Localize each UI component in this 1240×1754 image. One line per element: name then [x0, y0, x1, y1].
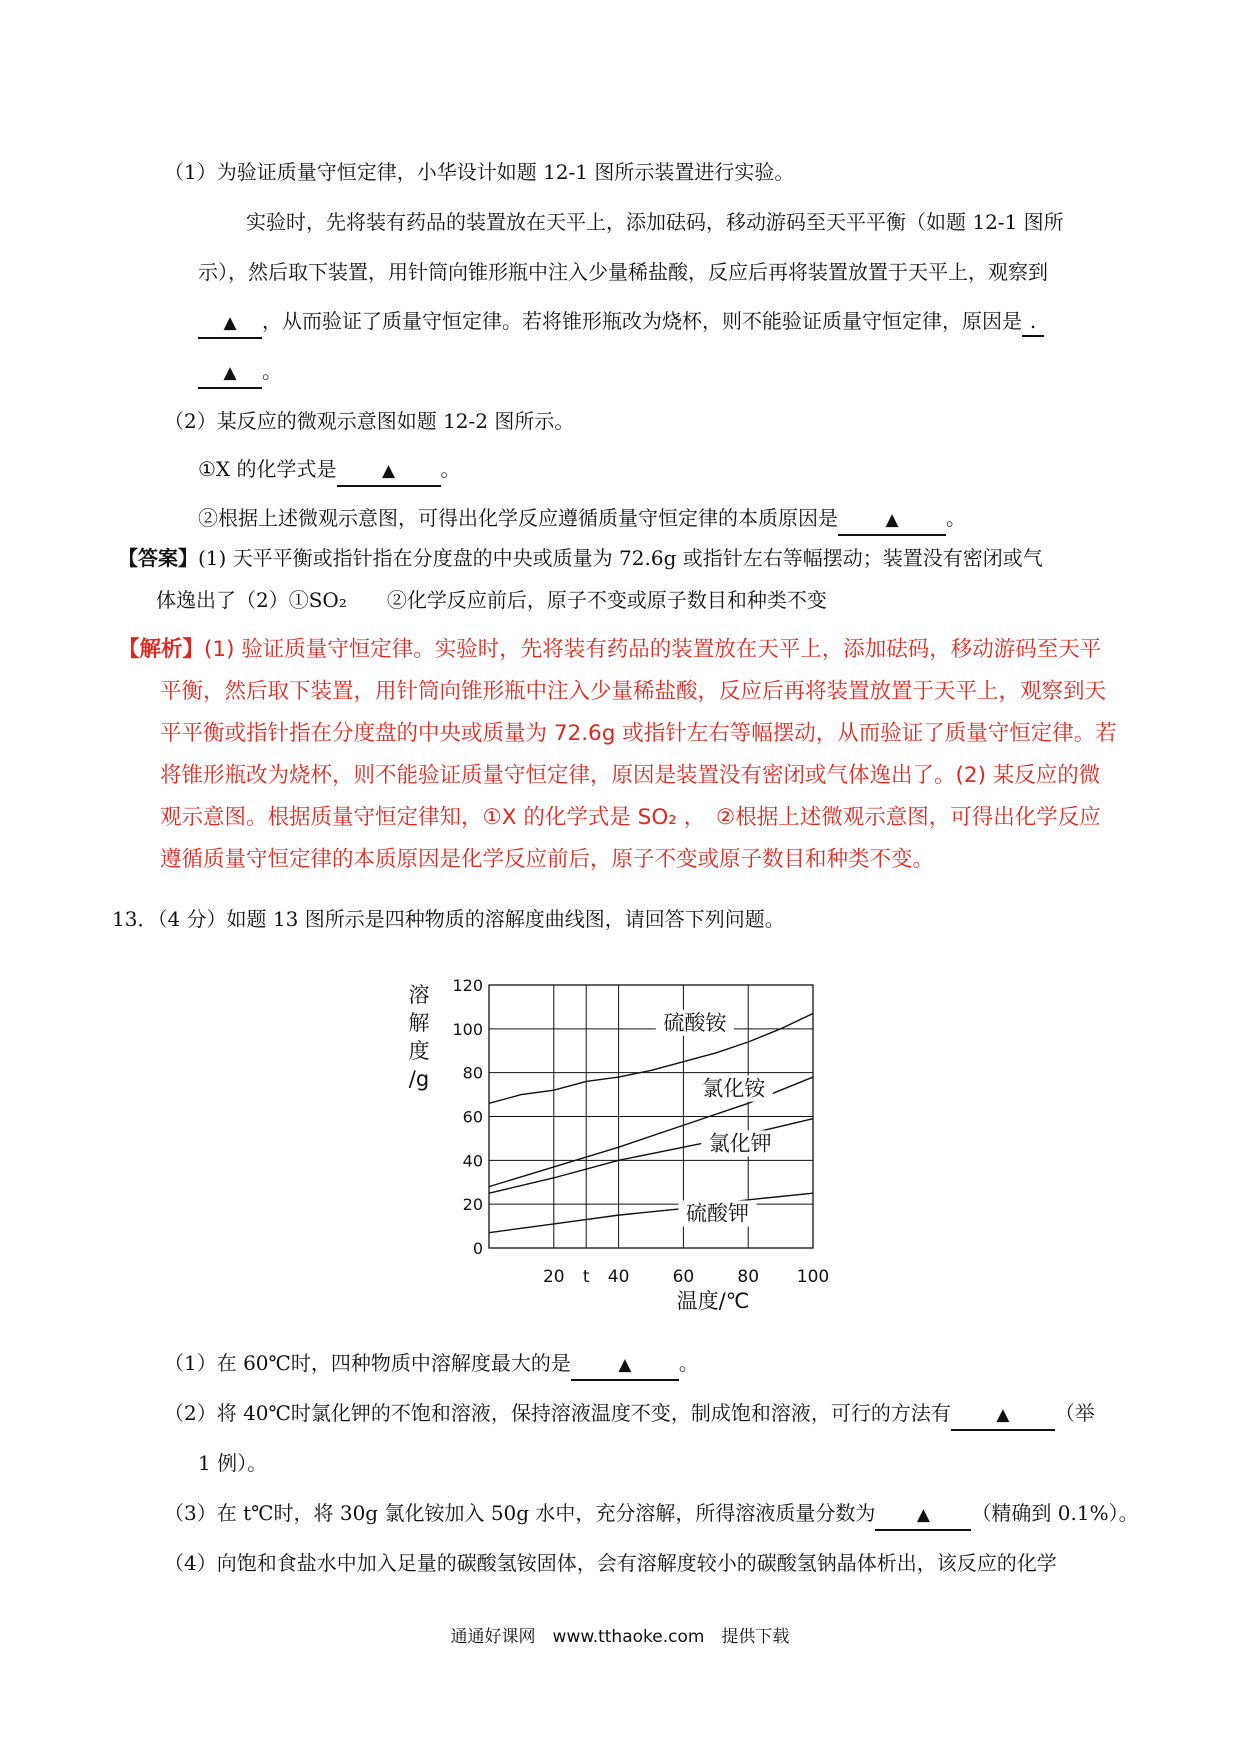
answer-blank[interactable] — [875, 1499, 971, 1531]
series-label: 硫酸钾 — [686, 1201, 750, 1226]
blank-dot: . — [1029, 309, 1037, 333]
q12-part2-q1-text: ①X 的化学式是 — [198, 457, 337, 481]
q13-sub2 — [164, 1399, 1095, 1431]
q13-sub2-cont: 1 例）。 — [198, 1451, 268, 1475]
answer-blank[interactable] — [571, 1349, 679, 1381]
series-line — [489, 1193, 813, 1232]
y-tick-label: 60 — [462, 1107, 483, 1127]
answer-tag: 【答案】 — [118, 546, 198, 570]
analysis-line1 — [118, 636, 1101, 664]
q13-sub3-tail: （精确到 0.1%）。 — [971, 1501, 1139, 1525]
y-tick-label: 100 — [452, 1019, 483, 1039]
end-mark: 。 — [946, 506, 966, 530]
triangle-icon: ▲ — [223, 363, 237, 383]
q13-sub3 — [164, 1499, 1139, 1531]
answer-blank[interactable] — [838, 504, 946, 536]
end-mark: 。 — [262, 359, 282, 383]
y-tick-label: 20 — [462, 1195, 483, 1215]
answer-line1 — [118, 544, 1043, 572]
end-mark: 。 — [440, 457, 461, 481]
q12-part2-q2-text: ②根据上述微观示意图，可得出化学反应遵循质量守恒定律的本质原因是 — [198, 506, 838, 530]
x-tick-label: 40 — [607, 1267, 630, 1287]
answer-text1: (1) 天平平衡或指针指在分度盘的中央或质量为 72.6g 或指针左右等幅摆动；装置没有密闭或气 — [198, 546, 1043, 570]
x-tick-label: t — [582, 1267, 590, 1287]
x-tick-label: 80 — [737, 1267, 760, 1287]
analysis-text1: (1) 验证质量守恒定律。实验时，先将装有药品的装置放在天平上，添加砝码，移动游码至天平 — [204, 637, 1102, 662]
q13-sub1-text: （1）在 60℃时，四种物质中溶解度最大的是 — [164, 1351, 571, 1375]
answer-blank[interactable] — [951, 1399, 1055, 1431]
series-label: 氯化钾 — [708, 1131, 772, 1156]
series-label: 氯化铵 — [702, 1076, 766, 1101]
q12-part2-q2 — [198, 504, 966, 536]
analysis-line6: 遵循质量守恒定律的本质原因是化学反应前后，原子不变或原子数目和种类不变。 — [160, 847, 935, 872]
chart-series — [489, 1010, 813, 1232]
q12-part1-line3-text: ，从而验证了质量守恒定律。若将锥形瓶改为烧杯，则不能验证质量守恒定律，原因是 — [262, 309, 1022, 333]
triangle-icon: ▲ — [885, 510, 899, 530]
solubility-chart — [395, 970, 855, 1310]
page-footer: 通通好课网 www.tthaoke.com 提供下载 — [450, 1627, 790, 1647]
answer-blank[interactable] — [198, 307, 262, 339]
y-axis-label: 度 — [408, 1039, 430, 1063]
answer-blank[interactable] — [1022, 307, 1044, 337]
x-tick-label: 100 — [796, 1267, 830, 1287]
x-axis-label: 温度/℃ — [676, 1289, 750, 1310]
analysis-line5: 观示意图。根据质量守恒定律知，①X 的化学式是 SO₂ ， ②根据上述微观示意图，可得出化学反应 — [160, 805, 1101, 830]
q12-part2-heading: （2）某反应的微观示意图如题 12-2 图所示。 — [164, 409, 575, 433]
q13-sub3-text: （3）在 t℃时，将 30g 氯化铵加入 50g 水中，充分溶解，所得溶液质量分数为 — [164, 1501, 876, 1525]
y-axis-label: 解 — [408, 1011, 430, 1035]
triangle-icon: ▲ — [618, 1355, 632, 1375]
answer-line2: 体逸出了（2）①SO₂ ②化学反应前后，原子不变或原子数目和种类不变 — [156, 588, 827, 612]
y-tick-label: 120 — [452, 976, 483, 995]
q12-part2-q1 — [198, 455, 461, 487]
y-tick-label: 0 — [472, 1239, 483, 1258]
q12-part1-heading: （1）为验证质量守恒定律，小华设计如题 12-1 图所示装置进行实验。 — [164, 160, 795, 184]
answer-blank[interactable] — [337, 455, 441, 487]
q13-sub1 — [164, 1349, 699, 1381]
series-label: 硫酸铵 — [663, 1010, 727, 1035]
q12-part1-line2: 示），然后取下装置，用针筒向锥形瓶中注入少量稀盐酸，反应后再将装置放置于天平上，观察到 — [198, 260, 1048, 284]
q13-sub2-text: （2）将 40℃时氯化钾的不饱和溶液，保持溶液温度不变，制成饱和溶液，可行的方法有 — [164, 1401, 951, 1425]
triangle-icon: ▲ — [381, 461, 396, 481]
triangle-icon: ▲ — [223, 313, 237, 333]
y-axis-label: /g — [408, 1067, 430, 1091]
chart-grid — [489, 985, 813, 1248]
q13-sub4: （4）向饱和食盐水中加入足量的碳酸氢铵固体，会有溶解度较小的碳酸氢钠晶体析出，该反应的化学 — [164, 1551, 1057, 1575]
q13-sub2-tail: （举 — [1054, 1401, 1095, 1425]
q12-part1-line3 — [198, 307, 1044, 339]
triangle-icon: ▲ — [916, 1505, 930, 1525]
answer-blank[interactable] — [198, 357, 262, 389]
analysis-line4: 将锥形瓶改为烧杯，则不能验证质量守恒定律，原因是装置没有密闭或气体逸出了。(2) 某反应的微 — [160, 763, 1101, 788]
analysis-line3: 平平衡或指针指在分度盘的中央或质量为 72.6g 或指针左右等幅摆动，从而验证了质量守恒定律。若 — [160, 721, 1117, 746]
x-tick-label: 60 — [672, 1267, 695, 1287]
analysis-tag: 【解析】 — [118, 637, 205, 662]
y-tick-label: 80 — [462, 1063, 483, 1083]
q12-part1-line4 — [198, 357, 282, 389]
q12-part1-line1: 实验时，先将装有药品的装置放在天平上，添加砝码，移动游码至天平平衡（如题 12-1 图所 — [246, 210, 1064, 234]
y-tick-label: 40 — [462, 1151, 483, 1171]
end-mark: 。 — [678, 1351, 699, 1375]
triangle-icon: ▲ — [996, 1405, 1010, 1425]
y-axis-label: 溶 — [408, 983, 430, 1007]
q13-heading: 13．（4 分）如题 13 图所示是四种物质的溶解度曲线图，请回答下列问题。 — [112, 907, 785, 931]
x-tick-label: 20 — [542, 1267, 565, 1287]
analysis-line2: 平衡，然后取下装置，用针筒向锥形瓶中注入少量稀盐酸，反应后再将装置放置于天平上，观察到天 — [160, 679, 1107, 704]
